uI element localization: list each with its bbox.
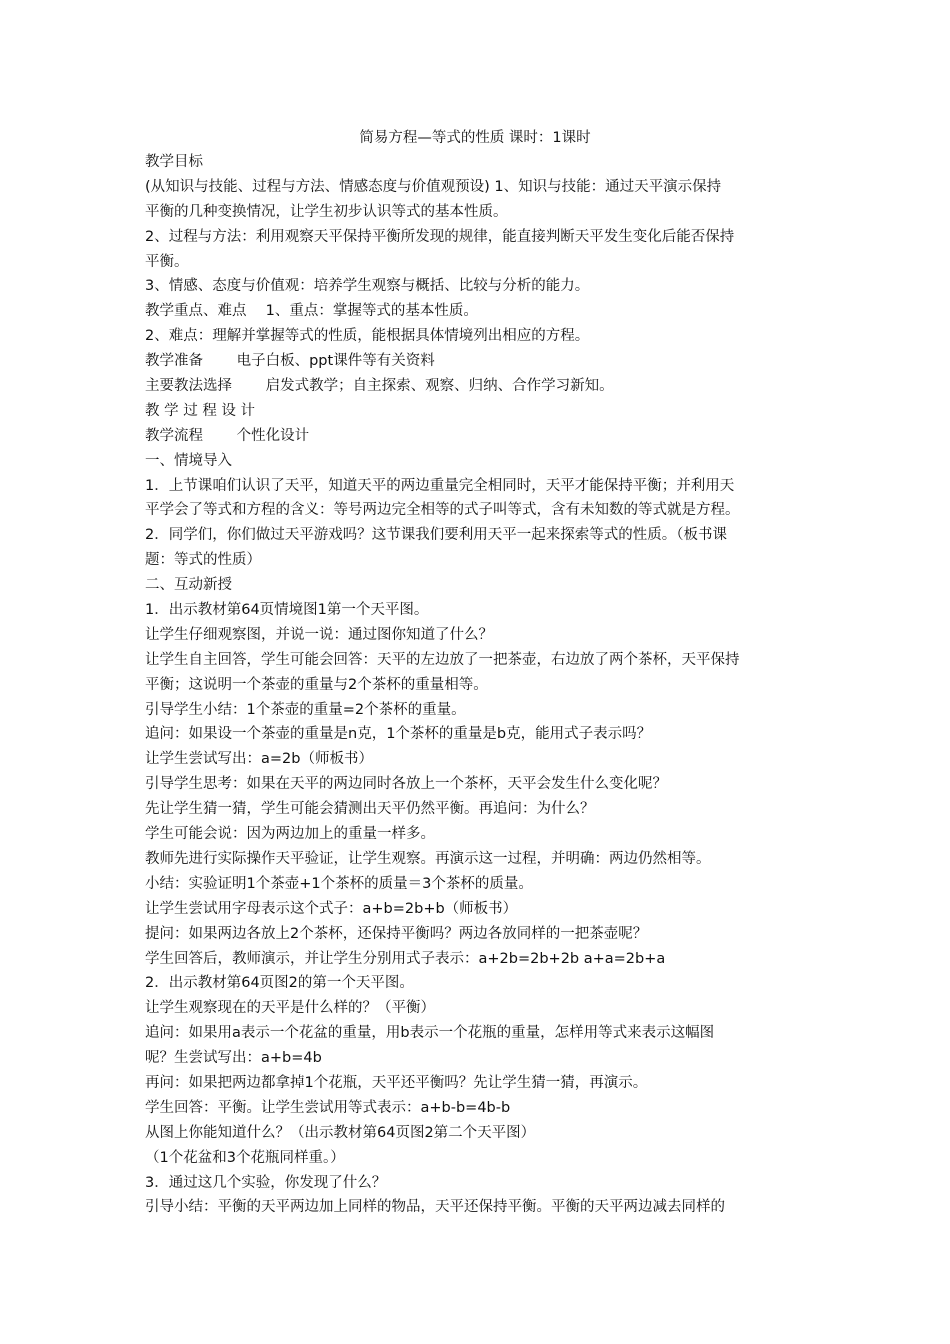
text-line: 让学生观察现在的天平是什么样的？（平衡）: [145, 1000, 435, 1017]
document-title: 简易方程—等式的性质 课时：1课时: [359, 130, 591, 146]
text-line: 从图上你能知道什么？（出示教材第64页图2第二个天平图）: [145, 1124, 536, 1141]
text-line: 追问：如果用a表示一个花盆的重量，用b表示一个花瓶的重量，怎样用等式来表示这幅图: [145, 1025, 715, 1042]
text-line: 2、难点：理解并掌握等式的性质，能根据具体情境列出相应的方程。: [145, 328, 590, 345]
text-line: 追问：如果设一个茶壶的重量是n克，1个茶杯的重量是b克，能用式子表示吗？: [145, 726, 652, 743]
text-line: 平学会了等式和方程的含义：等号两边完全相等的式子叫等式，含有未知数的等式就是方程。: [145, 502, 740, 519]
text-line: 让学生尝试用字母表示这个式子：a+b=2b+b（师板书）: [145, 900, 518, 917]
text-line: 小结：实验证明1个茶壶+1个茶杯的质量＝3个茶杯的质量。: [145, 875, 533, 892]
text-line: 教学准备 电子白板、ppt课件等有关资料: [145, 353, 435, 370]
text-line: 平衡；这说明一个茶壶的重量与2个茶杯的重量相等。: [145, 676, 488, 693]
text-line: 3．通过这几个实验，你发现了什么？: [145, 1174, 387, 1191]
text-line: 学生可能会说：因为两边加上的重量一样多。: [145, 826, 435, 843]
text-line: 教 学 过 程 设 计: [145, 402, 256, 419]
text-line: 学生回答：平衡。让学生尝试用等式表示：a+b-b=4b-b: [145, 1099, 511, 1116]
text-line: 1．上节课咱们认识了天平，知道天平的两边重量完全相同时，天平才能保持平衡；并利用天: [145, 477, 735, 494]
text-line: 学生回答后，教师演示，并让学生分别用式子表示：a+2b=2b+2b a+a=2b+a: [145, 950, 666, 967]
text-line: 引导学生思考：如果在天平的两边同时各放上一个茶杯，天平会发生什么变化呢？: [145, 776, 667, 793]
text-line: 3、情感、态度与价值观：培养学生观察与概括、比较与分析的能力。: [145, 278, 590, 295]
text-line: 平衡的几种变换情况，让学生初步认识等式的基本性质。: [145, 203, 508, 220]
text-line: 主要教法选择 启发式教学；自主探索、观察、归纳、合作学习新知。: [145, 378, 614, 395]
text-line: 1．出示教材第64页情境图1第一个天平图。: [145, 602, 429, 619]
text-line: 让学生尝试写出：a=2b（师板书）: [145, 751, 373, 768]
text-line: 平衡。: [145, 253, 189, 270]
text-line: 先让学生猜一猜，学生可能会猜测出天平仍然平衡。再追问：为什么？: [145, 801, 595, 818]
text-line: 呢？生尝试写出：a+b=4b: [145, 1050, 322, 1067]
text-line: 2、过程与方法：利用观察天平保持平衡所发现的规律，能直接判断天平发生变化后能否保持: [145, 228, 735, 245]
text-line: 让学生仔细观察图，并说一说：通过图你知道了什么？: [145, 626, 493, 643]
text-line: 一、情境导入: [145, 452, 232, 469]
document-body: [145, 150, 815, 1220]
text-line: 引导学生小结：1个茶壶的重量=2个茶杯的重量。: [145, 701, 466, 718]
text-line: (从知识与技能、过程与方法、情感态度与价值观预设) 1、知识与技能：通过天平演示保持: [145, 178, 722, 195]
text-line: 再问：如果把两边都拿掉1个花瓶，天平还平衡吗？先让学生猜一猜，再演示。: [145, 1074, 648, 1091]
text-line: 引导小结：平衡的天平两边加上同样的物品，天平还保持平衡。平衡的天平两边减去同样的: [145, 1199, 725, 1216]
text-line: 让学生自主回答，学生可能会回答：天平的左边放了一把茶壶，右边放了两个茶杯，天平保持: [145, 651, 740, 668]
text-line: 提问：如果两边各放上2个茶杯，还保持平衡吗？两边各放同样的一把茶壶呢？: [145, 925, 648, 942]
text-line: 教学目标: [145, 154, 203, 170]
text-line: 题：等式的性质）: [145, 552, 261, 569]
text-line: （1个花盆和3个花瓶同样重。）: [145, 1149, 345, 1166]
text-line: 教师先进行实际操作天平验证，让学生观察。再演示这一过程，并明确：两边仍然相等。: [145, 850, 711, 867]
text-line: 教学流程 个性化设计: [145, 427, 310, 444]
text-line: 教学重点、难点 1、重点：掌握等式的基本性质。: [145, 303, 478, 320]
text-line: 2．出示教材第64页图2的第一个天平图。: [145, 975, 414, 992]
text-line: 二、互动新授: [145, 577, 232, 594]
text-line: 2．同学们，你们做过天平游戏吗？这节课我们要利用天平一起来探索等式的性质。（板书课: [145, 527, 727, 544]
